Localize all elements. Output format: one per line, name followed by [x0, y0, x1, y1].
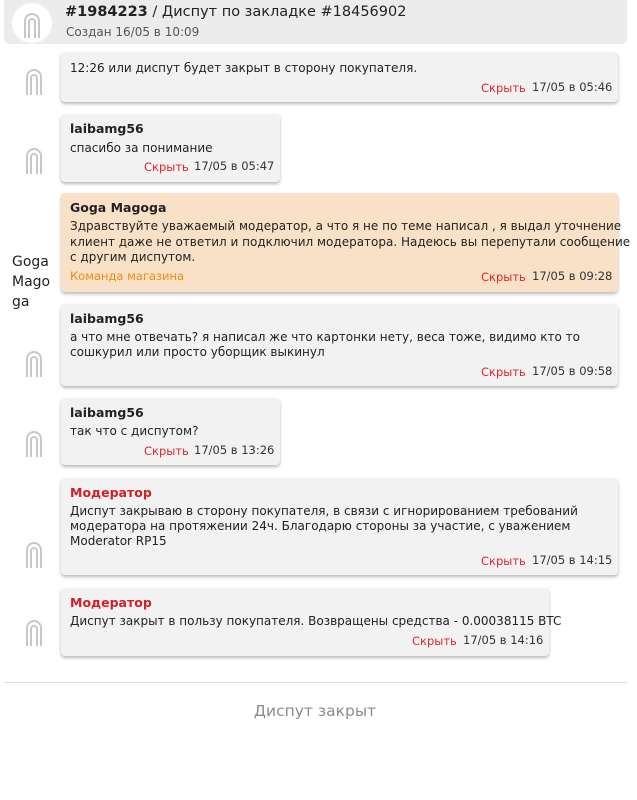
message-author: Модератор	[70, 485, 152, 500]
message-author: Goga Magoga	[70, 200, 167, 215]
message-bubble	[61, 52, 618, 102]
message-text-line: а что мне отвечать? я написал же что картонки нету, веса тоже, видимо кто то	[70, 330, 581, 344]
prohibition-logo-icon	[25, 430, 43, 458]
message-time: 17/05 в 09:58	[532, 364, 613, 378]
ticket-id: #1984223	[65, 4, 148, 20]
message-text-line: Диспут закрываю в сторону покупателя, в связи с игнорированием требований	[70, 504, 578, 518]
message-author: laibamg56	[70, 311, 144, 326]
message-text-line: Здравствуйте уважаемый модератор, а что я не по теме написал , я выдал уточнение	[70, 219, 622, 233]
prohibition-logo-icon	[25, 350, 43, 378]
hide-message-link[interactable]: Скрыть	[481, 554, 526, 568]
message-bubble-shop	[61, 193, 631, 292]
message-author: Модератор	[70, 595, 152, 610]
shop-team-label: Команда магазина	[70, 269, 185, 283]
prohibition-logo-icon	[25, 619, 43, 647]
message-bubble	[61, 304, 618, 386]
message-text-line: Moderator RP15	[70, 534, 167, 548]
prohibition-logo-icon	[25, 68, 43, 96]
message-text: так что с диспутом?	[70, 424, 199, 438]
message-time: 17/05 в 05:47	[194, 159, 275, 173]
hide-message-link[interactable]: Скрыть	[144, 160, 189, 174]
prohibition-logo-icon	[22, 11, 42, 39]
message-time: 17/05 в 14:15	[532, 553, 613, 567]
message-text-line: клиент даже не ответил и подключил модератора. Надеюсь вы перепутали сообщение	[70, 235, 631, 249]
divider	[4, 682, 627, 683]
message-text-line: модератора на протяжении 24ч. Благодарю стороны за участие, с уважением	[70, 519, 571, 533]
message-text: спасибо за понимание	[70, 141, 213, 155]
message-text-line: сошкурил или просто уборщик выкинул	[70, 345, 325, 359]
hide-message-link[interactable]: Скрыть	[481, 81, 526, 95]
page-title	[65, 4, 406, 20]
prohibition-logo-icon	[25, 147, 43, 175]
hide-message-link[interactable]: Скрыть	[412, 634, 457, 648]
message-bubble	[61, 398, 280, 465]
message-author: laibamg56	[70, 121, 144, 136]
hide-message-link[interactable]: Скрыть	[481, 365, 526, 379]
hide-message-link[interactable]: Скрыть	[481, 270, 526, 284]
message-bubble-moderator	[61, 478, 618, 575]
header-avatar	[12, 3, 52, 43]
message-bubble-moderator	[61, 588, 562, 656]
message-time: 17/05 в 09:28	[532, 269, 613, 283]
prohibition-logo-icon	[25, 541, 43, 569]
dispute-closed-status: Диспут закрыт	[253, 702, 377, 720]
created-date: Создан 16/05 в 10:09	[66, 25, 200, 39]
title-text: / Диспут по закладке #18456902	[147, 4, 407, 20]
dispute-header	[4, 0, 627, 44]
message-time: 17/05 в 14:16	[463, 633, 544, 647]
avatar-alt-text: Goga Magoga	[12, 254, 51, 310]
hide-message-link[interactable]: Скрыть	[144, 444, 189, 458]
message-text-line: с другим диспутом.	[70, 250, 196, 264]
message-bubble	[61, 114, 280, 182]
message-time: 17/05 в 13:26	[194, 443, 275, 457]
message-time: 17/05 в 05:46	[532, 80, 613, 94]
message-text: 12:26 или диспут будет закрыт в сторону покупателя.	[70, 61, 418, 75]
message-author: laibamg56	[70, 405, 144, 420]
message-text: Диспут закрыт в пользу покупателя. Возвращены средства - 0.00038115 BTC	[70, 614, 562, 628]
